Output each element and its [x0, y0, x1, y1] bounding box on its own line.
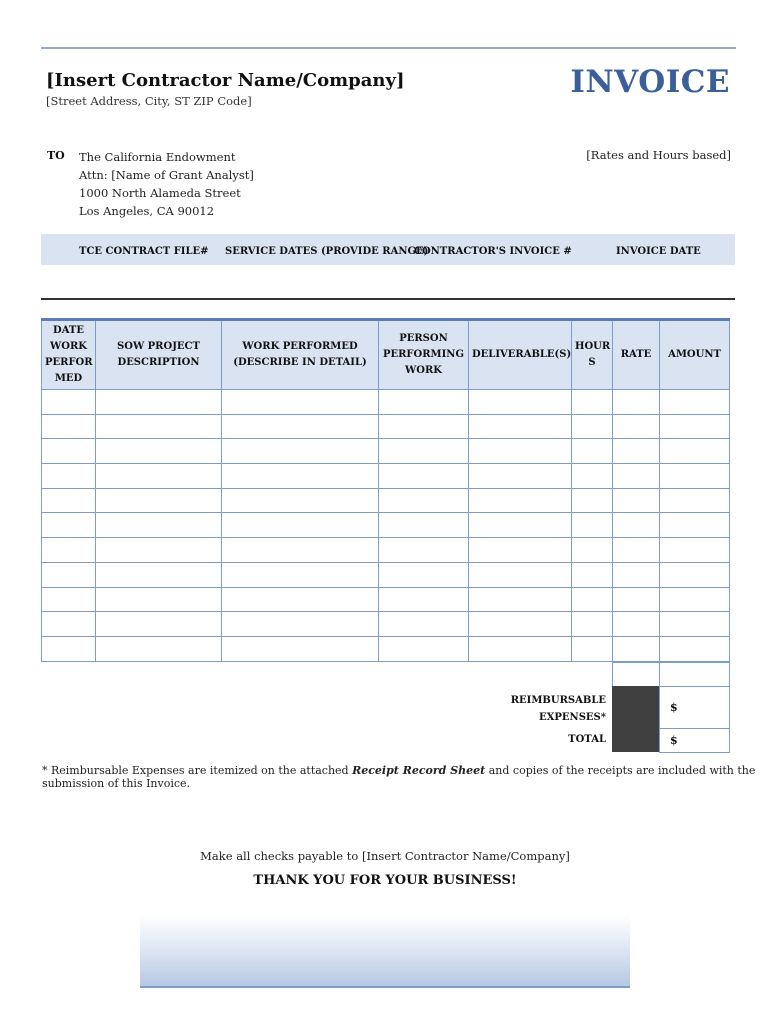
table-row [42, 513, 730, 538]
table-cell[interactable] [613, 562, 660, 587]
table-cell[interactable] [222, 488, 379, 513]
table-cell[interactable] [222, 587, 379, 612]
table-row [42, 538, 730, 563]
table-cell[interactable] [96, 636, 222, 661]
info-rule [41, 298, 735, 300]
table-cell[interactable] [660, 636, 730, 661]
table-cell[interactable] [613, 538, 660, 563]
table-row [42, 587, 730, 612]
table-cell[interactable] [469, 414, 572, 439]
reimbursable-value: $ [670, 701, 678, 714]
table-row [42, 464, 730, 489]
table-cell[interactable] [660, 587, 730, 612]
recipient-line: 1000 North Alameda Street [79, 186, 241, 200]
table-cell[interactable] [469, 636, 572, 661]
table-cell[interactable] [572, 464, 613, 489]
table-cell[interactable] [96, 414, 222, 439]
table-cell[interactable] [469, 390, 572, 415]
table-cell[interactable] [222, 464, 379, 489]
table-cell[interactable] [660, 464, 730, 489]
table-cell[interactable] [222, 538, 379, 563]
company-address: [Street Address, City, ST ZIP Code] [46, 94, 252, 108]
reimbursable-label-line: EXPENSES* [539, 712, 606, 723]
table-row [42, 562, 730, 587]
table-cell[interactable] [660, 414, 730, 439]
table-cell[interactable] [613, 464, 660, 489]
table-cell[interactable] [469, 488, 572, 513]
table-cell[interactable] [572, 538, 613, 563]
table-cell[interactable] [96, 587, 222, 612]
table-cell[interactable] [42, 488, 96, 513]
table-cell[interactable] [572, 488, 613, 513]
total-label: TOTAL [568, 734, 606, 745]
table-row [42, 414, 730, 439]
recipient-line: Attn: [Name of Grant Analyst] [79, 168, 254, 182]
table-cell[interactable] [222, 562, 379, 587]
reimbursable-dark-cell [612, 686, 659, 728]
invoice-title: INVOICE [570, 64, 730, 100]
table-cell[interactable] [42, 587, 96, 612]
table-cell[interactable] [660, 612, 730, 637]
col-person-performing: PERSON PERFORMING WORK [379, 320, 469, 390]
table-cell[interactable] [469, 538, 572, 563]
table-cell[interactable] [660, 488, 730, 513]
table-cell[interactable] [222, 513, 379, 538]
footer-band [140, 915, 630, 988]
contract-info-band [41, 234, 735, 265]
table-cell[interactable] [379, 488, 469, 513]
table-cell[interactable] [572, 612, 613, 637]
invoice-date-label: INVOICE DATE [616, 246, 701, 257]
table-row [42, 488, 730, 513]
table-cell[interactable] [613, 439, 660, 464]
table-cell[interactable] [613, 488, 660, 513]
table-cell[interactable] [222, 414, 379, 439]
col-amount: AMOUNT [660, 320, 730, 390]
table-cell[interactable] [469, 587, 572, 612]
contractor-invoice-label: CONTRACTOR'S INVOICE # [414, 246, 572, 257]
col-date-work-performed: DATE WORK PERFOR MED [42, 320, 96, 390]
table-row [42, 612, 730, 637]
col-work-performed: WORK PERFORMED (DESCRIBE IN DETAIL) [222, 320, 379, 390]
table-cell[interactable] [379, 390, 469, 415]
table-cell[interactable] [42, 612, 96, 637]
table-cell[interactable] [572, 414, 613, 439]
table-cell[interactable] [42, 414, 96, 439]
col-rate: RATE [613, 320, 660, 390]
table-row [42, 636, 730, 661]
table-cell[interactable] [222, 390, 379, 415]
payable-note: Make all checks payable to [Insert Contractor Name/Company] [200, 849, 570, 863]
table-cell[interactable] [42, 390, 96, 415]
table-cell[interactable] [42, 464, 96, 489]
table-cell[interactable] [42, 562, 96, 587]
top-rule [41, 47, 736, 49]
table-cell[interactable] [613, 587, 660, 612]
footnote-text: * Reimbursable Expenses are itemized on the attached [42, 764, 353, 777]
total-amount [659, 728, 730, 753]
table-cell[interactable] [96, 513, 222, 538]
table-cell[interactable] [222, 636, 379, 661]
table-cell[interactable] [379, 464, 469, 489]
table-cell[interactable] [379, 612, 469, 637]
table-cell[interactable] [379, 562, 469, 587]
table-cell[interactable] [96, 390, 222, 415]
table-cell[interactable] [42, 636, 96, 661]
footnote-emphasis: Receipt Record Sheet [352, 764, 486, 777]
table-cell[interactable] [379, 587, 469, 612]
table-cell[interactable] [613, 513, 660, 538]
line-items-table [41, 318, 730, 662]
table-cell[interactable] [96, 439, 222, 464]
table-cell[interactable] [660, 390, 730, 415]
table-cell[interactable] [96, 562, 222, 587]
reimbursable-label [511, 692, 606, 726]
table-cell[interactable] [613, 414, 660, 439]
table-cell[interactable] [572, 562, 613, 587]
table-cell[interactable] [469, 562, 572, 587]
table-cell[interactable] [222, 439, 379, 464]
total-dark-cell [612, 728, 659, 752]
footnote [42, 764, 770, 790]
table-header-row [42, 320, 730, 390]
col-deliverables: DELIVERABLE(S) [469, 320, 572, 390]
table-cell[interactable] [572, 390, 613, 415]
table-cell[interactable] [660, 439, 730, 464]
col-sow-project-description: SOW PROJECT DESCRIPTION [96, 320, 222, 390]
table-row [42, 390, 730, 415]
table-cell[interactable] [572, 513, 613, 538]
table-cell[interactable] [96, 488, 222, 513]
table-cell[interactable] [96, 612, 222, 637]
contract-file-label: TCE CONTRACT FILE# [79, 246, 209, 257]
table-cell[interactable] [572, 439, 613, 464]
recipient-address [79, 148, 254, 220]
table-cell[interactable] [96, 464, 222, 489]
table-cell[interactable] [469, 513, 572, 538]
col-hours: HOUR S [572, 320, 613, 390]
table-cell[interactable] [42, 439, 96, 464]
table-cell[interactable] [613, 390, 660, 415]
table-cell[interactable] [613, 636, 660, 661]
table-cell[interactable] [96, 538, 222, 563]
table-cell[interactable] [379, 439, 469, 464]
table-cell[interactable] [660, 538, 730, 563]
table-cell[interactable] [572, 636, 613, 661]
service-dates-label: SERVICE DATES (PROVIDE RANGE) [225, 246, 429, 257]
table-cell[interactable] [572, 587, 613, 612]
table-cell[interactable] [222, 612, 379, 637]
recipient-line: The California Endowment [79, 150, 236, 164]
reimbursable-label-line: REIMBURSABLE [510, 695, 606, 706]
table-cell[interactable] [42, 538, 96, 563]
table-cell[interactable] [660, 513, 730, 538]
company-name: [Insert Contractor Name/Company] [46, 70, 405, 91]
table-cell[interactable] [379, 513, 469, 538]
table-cell[interactable] [660, 562, 730, 587]
table-cell[interactable] [469, 464, 572, 489]
table-cell[interactable] [379, 636, 469, 661]
spacer-row [612, 662, 729, 686]
thank-you: THANK YOU FOR YOUR BUSINESS! [253, 873, 517, 888]
rates-note: [Rates and Hours based] [586, 148, 731, 162]
footer-line [140, 986, 630, 988]
to-label: TO [47, 149, 65, 162]
table-cell[interactable] [379, 538, 469, 563]
table-cell[interactable] [469, 612, 572, 637]
recipient-line: Los Angeles, CA 90012 [79, 204, 215, 218]
total-value: $ [670, 734, 678, 747]
footnote-text: and copies of the receipts are included with the submission of this Invoice. [42, 764, 756, 790]
table-cell[interactable] [42, 513, 96, 538]
reimbursable-amount [659, 686, 730, 729]
table-cell[interactable] [379, 414, 469, 439]
table-row [42, 439, 730, 464]
table-cell[interactable] [469, 439, 572, 464]
table-cell[interactable] [613, 612, 660, 637]
